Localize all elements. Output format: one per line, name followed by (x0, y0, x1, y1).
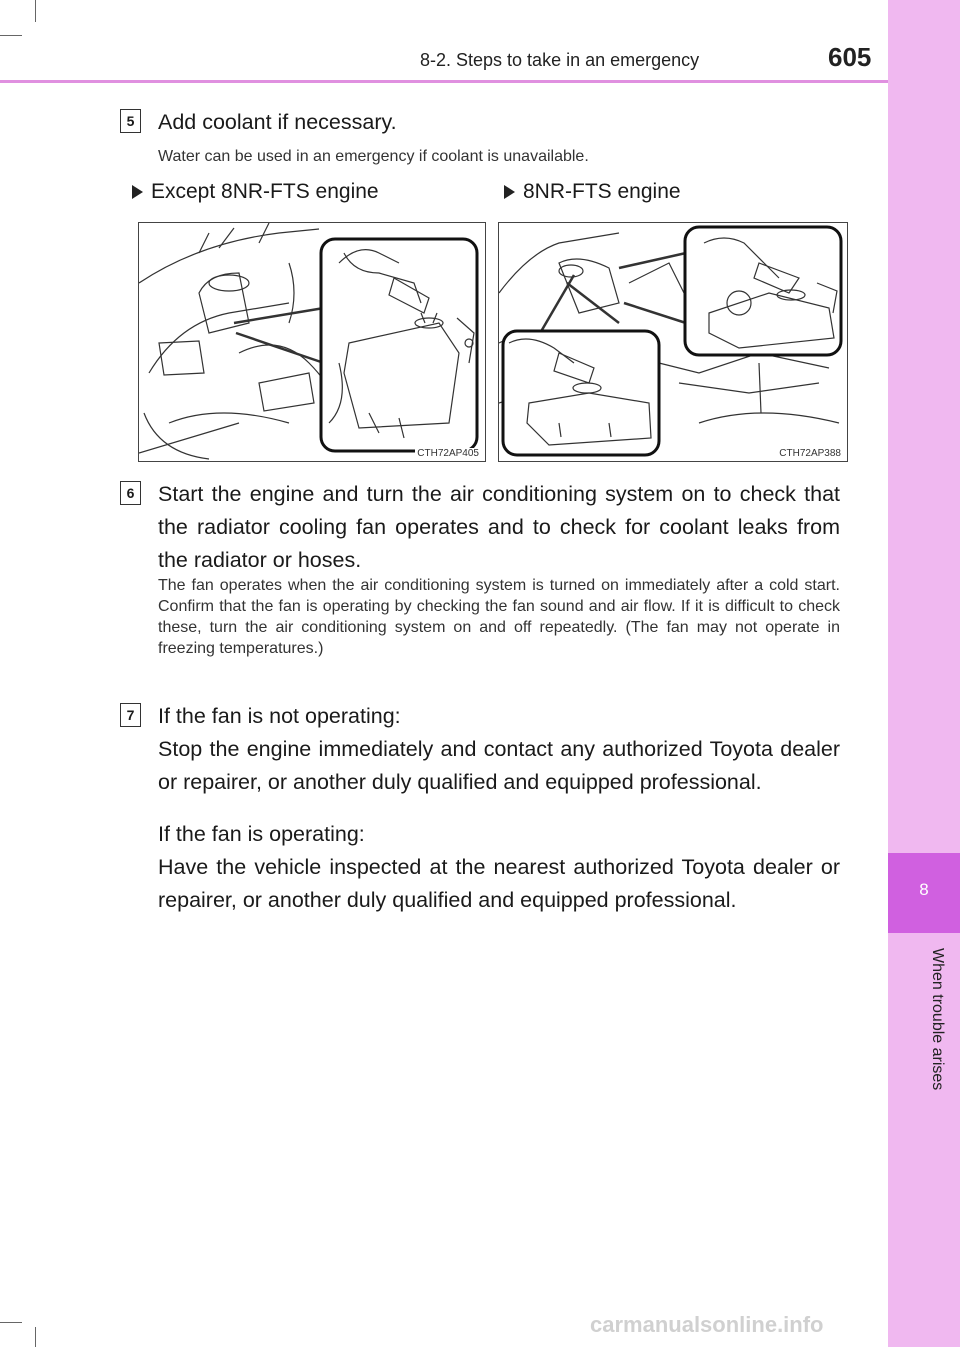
crop-mark (0, 35, 22, 36)
step-badge-7: 7 (120, 703, 141, 727)
header-rule (0, 80, 888, 83)
crop-mark (35, 1327, 36, 1347)
header-section-title: 8-2. Steps to take in an emergency (420, 50, 700, 70)
crop-mark (0, 1322, 22, 1323)
step-7-action-1: Stop the engine immediately and contact any authorized Toyota dealer or repairer, or another duly qualified and equipped professional. (158, 737, 840, 794)
variant-except-8nr (132, 180, 379, 204)
arrow-right-icon (132, 185, 143, 199)
step-7-condition-2: If the fan is operating: (158, 822, 365, 846)
arrow-right-icon (504, 185, 515, 199)
crop-mark (35, 0, 36, 22)
step-6-note: The fan operates when the air conditioning system is turned on immediately after a cold start. Confirm that the fan is operating by checking the fan sound and air flow. If it is difficult to check these, turn the air conditioning system on and off repeatedly. (The fan may not operate in freezing temperatures.) (158, 577, 840, 657)
step-5-title: Add coolant if necessary. (158, 110, 397, 134)
step-7-condition-1: If the fan is not operating: (158, 704, 401, 728)
figure-code-right: CTH72AP388 (779, 448, 841, 459)
step-badge-6: 6 (120, 481, 141, 505)
step-5-note: Water can be used in an emergency if coolant is unavailable. (158, 148, 589, 165)
figure-except-8nr (138, 222, 486, 462)
figure-8nr (498, 222, 848, 462)
page-number: 605 (828, 42, 872, 72)
chapter-number: 8 (919, 880, 929, 899)
variant-right-label: 8NR-FTS engine (523, 180, 681, 203)
variant-8nr (504, 180, 681, 204)
step-badge-5: 5 (120, 109, 141, 133)
step-7-action-2: Have the vehicle inspected at the nearest authorized Toyota dealer or repairer, or another duly qualified and equipped professional. (158, 855, 840, 912)
engine-bay-illustration-right (499, 223, 847, 461)
step-6-text: Start the engine and turn the air conditioning system on to check that the radiator cooling fan operates and to check for coolant leaks from the radiator or hoses. (158, 482, 840, 572)
watermark: carmanualsonline.info (590, 1312, 824, 1337)
figure-code-left: CTH72AP405 (417, 448, 479, 459)
chapter-title: When trouble arises (929, 948, 946, 1091)
variant-left-label: Except 8NR-FTS engine (151, 180, 379, 203)
engine-bay-illustration-left (139, 223, 485, 461)
